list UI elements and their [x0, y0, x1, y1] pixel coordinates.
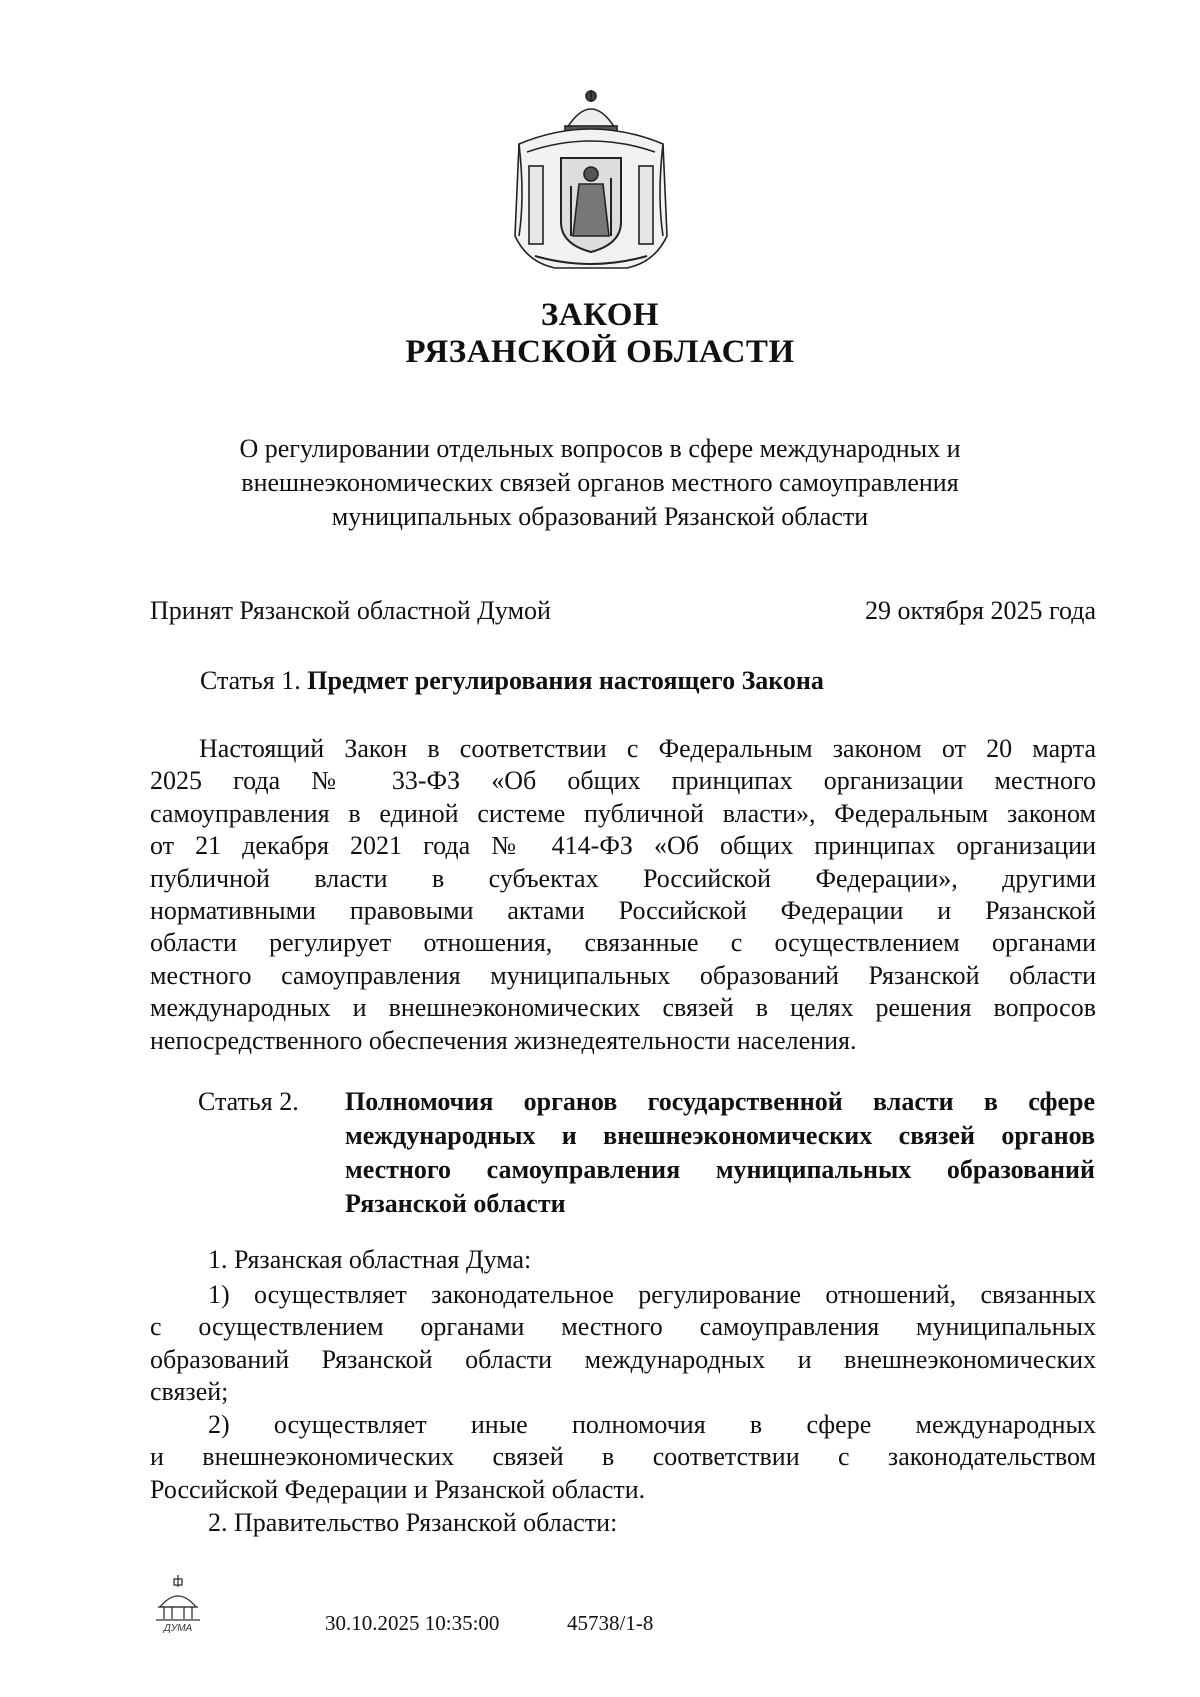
article2-label: Статья 2. [198, 1087, 299, 1116]
body-line: области регулирует отношения, связанные с осуществлением органами [150, 928, 1096, 958]
body-line: самоуправления в единой системе публичной власти», Федеральным законом [150, 798, 1096, 828]
part2-heading: 2. Правительство Рязанской области: [208, 1508, 618, 1537]
subject-line: внешнеэкономических связей органов местного самоуправления [241, 468, 959, 497]
title-line: Рязанской области [345, 1189, 566, 1218]
title-line: Полномочия органов государственной власти в сфере [345, 1087, 1095, 1116]
item1 [150, 1279, 1096, 1409]
footer-timestamp: 30.10.2025 10:35:00 [325, 1611, 500, 1635]
item-line: связей; [150, 1377, 229, 1407]
item-line: образований Рязанской области международных и внешнеэкономических [150, 1344, 1096, 1374]
article2-title [345, 1085, 1095, 1221]
title-line: международных и внешнеэкономических связей органов [345, 1121, 1095, 1150]
article1-label: Статья 1. [200, 666, 301, 695]
body-line: международных и внешнеэкономических связей в целях решения вопросов [150, 993, 1096, 1023]
item-line: и внешнеэкономических связей в соответствии с законодательством [150, 1442, 1096, 1472]
article1-body [150, 733, 1096, 1057]
law-subject [180, 432, 1020, 534]
item2 [150, 1409, 1096, 1506]
item-line: 1) осуществляет законодательное регулирование отношений, связанных [208, 1280, 1096, 1309]
body-line: нормативными правовыми актами Российской Федерации и Рязанской [150, 896, 1096, 926]
subject-line: муниципальных образований Рязанской области [331, 502, 869, 531]
body-line: непосредственного обеспечения жизнедеятельности населения. [150, 1025, 857, 1055]
body-line: Настоящий Закон в соответствии с Федеральным законом от 20 марта [199, 734, 1096, 763]
body-line: публичной власти в субъектах Российской Федерации», другими [150, 863, 1096, 893]
part1-heading: 1. Рязанская областная Дума: [208, 1245, 532, 1274]
body-line: 2025 года № 33-ФЗ «Об общих принципах организации местного [150, 766, 1096, 796]
region-title: РЯЗАНСКОЙ ОБЛАСТИ [405, 334, 795, 370]
item-line: Российской Федерации и Рязанской области. [150, 1474, 646, 1504]
body-line: от 21 декабря 2021 года № 414-ФЗ «Об общих принципах организации [150, 831, 1096, 861]
body-line: местного самоуправления муниципальных образований Рязанской области [150, 960, 1096, 990]
adoption-date: 29 октября 2025 года [865, 596, 1096, 625]
item-line: с осуществлением органами местного самоуправления муниципальных [150, 1312, 1096, 1342]
article1-heading [200, 666, 824, 696]
adopted-by: Принят Рязанской областной Думой [150, 596, 551, 625]
law-title: ЗАКОН [540, 297, 660, 333]
footer-doc-number: 45738/1-8 [567, 1611, 654, 1635]
item-line: 2) осуществляет иные полномочия в сфере международных [208, 1410, 1096, 1439]
ryazan-coat-of-arms-icon [505, 86, 677, 276]
title-line: местного самоуправления муниципальных образований [345, 1155, 1095, 1184]
duma-logo-text: ДУМА [163, 1623, 193, 1634]
duma-building-icon [152, 1573, 204, 1635]
article1-title: Предмет регулирования настоящего Закона [307, 666, 824, 695]
subject-line: О регулировании отдельных вопросов в сфере международных и [239, 434, 961, 463]
